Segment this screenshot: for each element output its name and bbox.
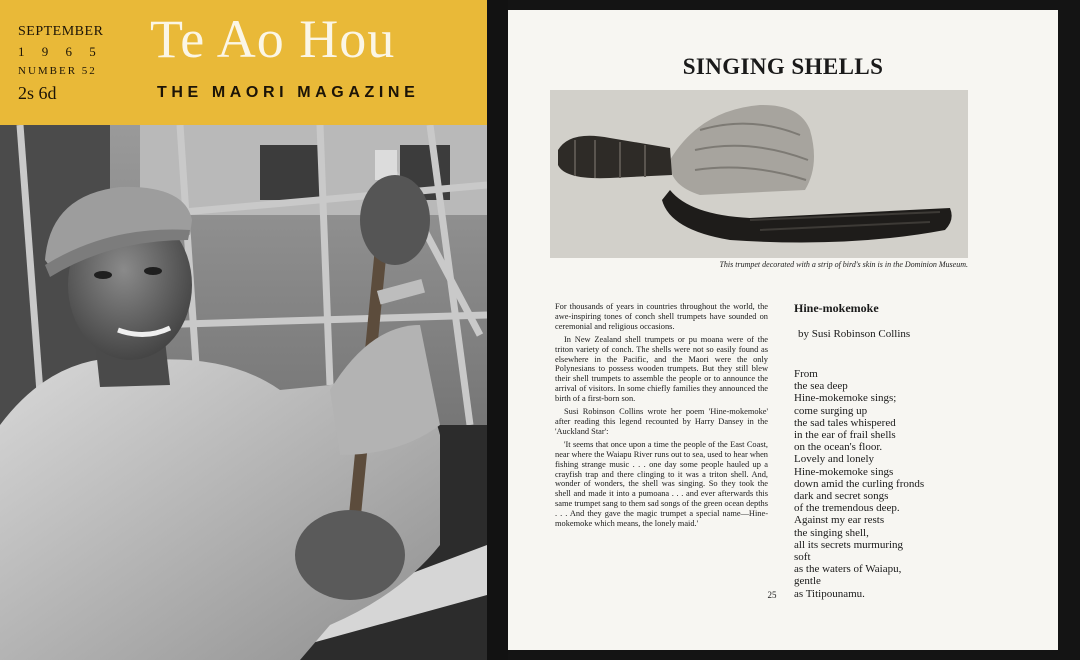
issue-price: 2s 6d	[18, 83, 57, 103]
poem-line: in the ear of frail shells	[794, 429, 896, 442]
page-gutter	[487, 0, 508, 660]
poem-line: From	[794, 368, 818, 380]
poem-line: on the ocean's floor.	[794, 441, 883, 454]
poem-line: down amid the curling fronds	[794, 477, 925, 490]
poem-line: come surging up	[794, 404, 868, 417]
poem-line: of the tremendous deep.	[794, 502, 900, 515]
trumpet-photo	[550, 90, 968, 258]
poem-line: soft	[794, 551, 811, 564]
issue-month: SEPTEMBER	[18, 24, 104, 39]
article-page	[508, 10, 1058, 650]
magazine-subtitle: THE MAORI MAGAZINE	[157, 84, 420, 101]
page-number: 25	[767, 590, 777, 600]
poem-line: as Titipounamu.	[794, 587, 865, 600]
magazine-title: Te Ao Hou	[150, 9, 396, 69]
poem-line: gentle	[794, 575, 821, 588]
issue-info	[18, 24, 103, 104]
poem-line: the sad tales whispered	[794, 416, 896, 429]
poem-line: the sea deep	[794, 380, 848, 393]
poem-line: as the waters of Waiapu,	[794, 563, 902, 576]
poem-line: Hine-mokemoke sings	[794, 465, 894, 478]
paragraph: In New Zealand shell trumpets or pu moana were of the triton variety of conch. The shells were not so easily found as elsewhere in the Pacific, and the Maori were the only Polynesians to possess wooden trumpets. But they still blew their shell trumpets to assemble the people or to announce the arrival of visitors. In some chiefly families they announced the birth of a first-born son.	[555, 334, 768, 404]
paragraph: Susi Robinson Collins wrote her poem 'Hine-mokemoke' after reading this legend recounted by Harry Dansey in the 'Auckland Star':	[555, 407, 768, 436]
poem-title: Hine-mokemoke	[794, 301, 879, 315]
article-body	[555, 302, 768, 532]
poem-line: dark and secret songs	[794, 490, 889, 503]
poem-author: by Susi Robinson Collins	[798, 328, 911, 340]
shell-trumpet-illustration	[550, 90, 968, 258]
cover-photo-illustration	[0, 125, 487, 660]
magazine-cover	[0, 0, 487, 660]
cover-banner	[0, 0, 487, 125]
poem-text	[794, 368, 924, 600]
issue-number: NUMBER 52	[18, 65, 97, 77]
paragraph: 'It seems that once upon a time the people of the East Coast, near where the Waiapu River runs out to sea, used to hear when fishing strange music . . . one day some people hauled up a crayfish trap and there clinging to it was a triton shell. And, wonder of wonders, the shell was singing. So they took the shell and made it into a pumoana . . . and ever afterwards this same trumpet sang to them sad songs of the green ocean depths . . . And they gave the magic trumpet a special name—Hine-mokemoke which means, the lonely maid.'	[555, 439, 768, 529]
poem-line: Lovely and lonely	[794, 453, 875, 466]
paragraph: For thousands of years in countries throughout the world, the awe-inspiring tones of conch shell trumpets have sounded on ceremonial and religious occasions.	[555, 302, 768, 331]
poem-line: Hine-mokemoke sings;	[794, 392, 897, 405]
issue-year: 1 9 6 5	[18, 44, 103, 59]
cover-photo	[0, 125, 487, 660]
poem-line: the singing shell,	[794, 526, 869, 539]
photo-caption: This trumpet decorated with a strip of bird's skin is in the Dominion Museum.	[719, 260, 968, 269]
article-title: SINGING SHELLS	[682, 54, 884, 79]
poem-line: Against my ear rests	[794, 514, 885, 527]
poem-line: all its secrets murmuring	[794, 538, 904, 551]
